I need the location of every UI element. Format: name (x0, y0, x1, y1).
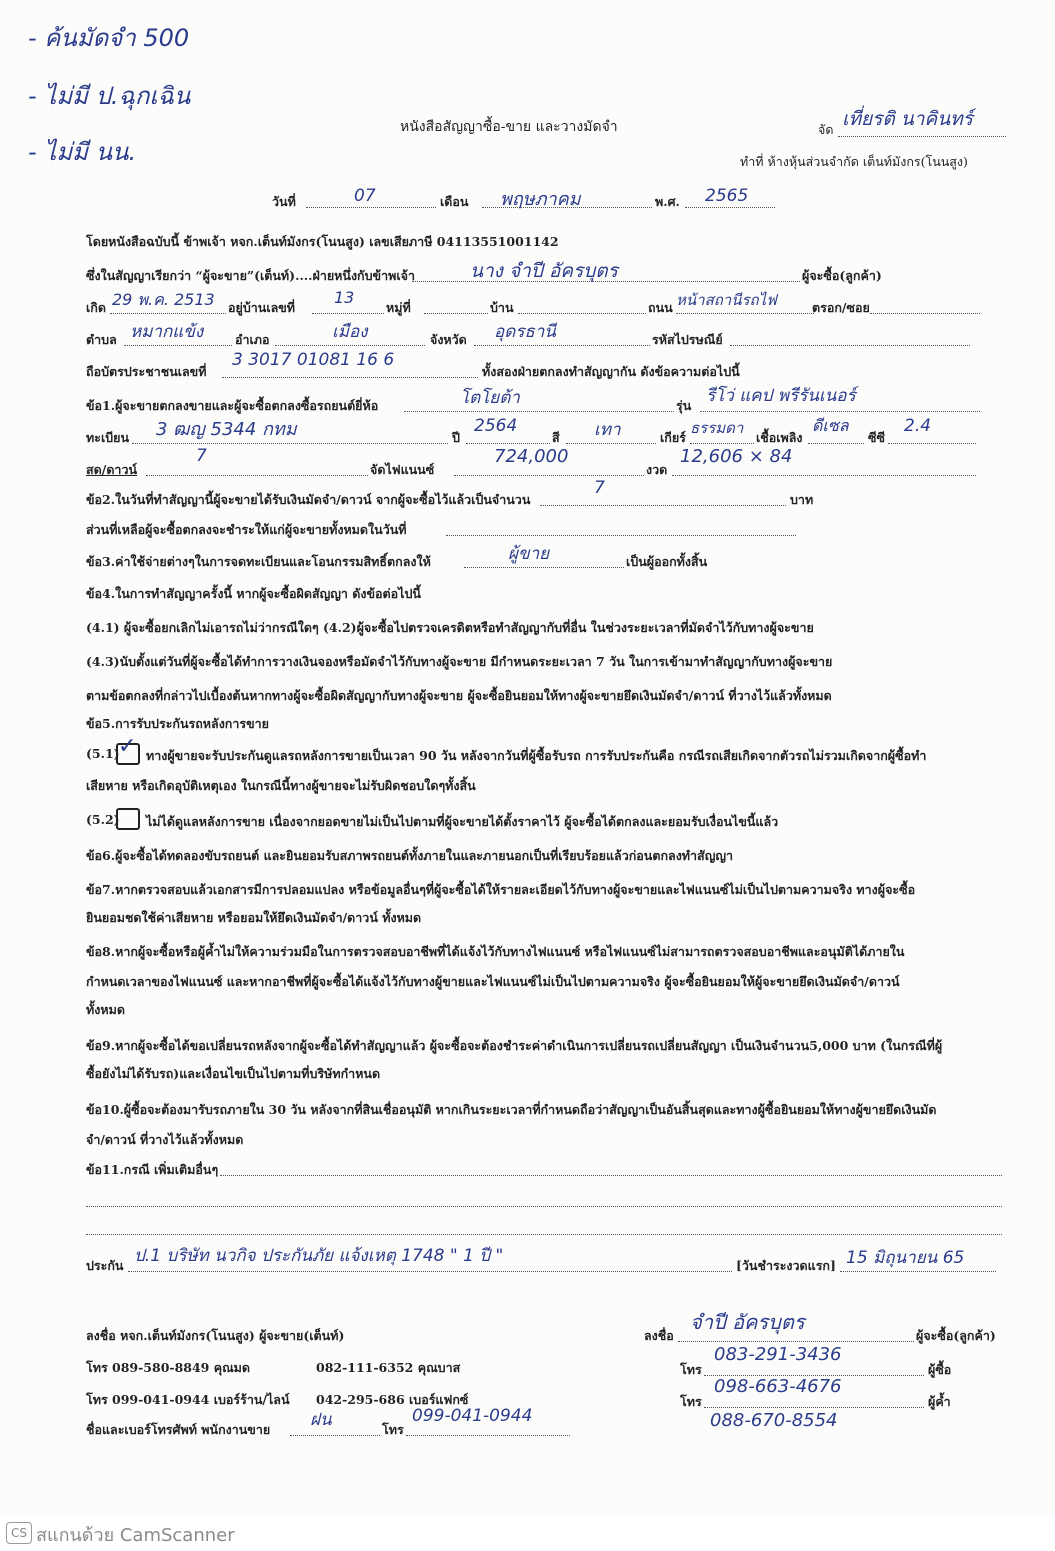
subdistrict-label: ตำบล (86, 332, 117, 347)
clause5-2: ไม่ได้ดูแลหลังการขาย เนื่องจากยอดขายไม่เป็นไปตามที่ผู้จะขายได้ตั้งราคาไว้ ผู้จะซื้อได้ตกลงและยอมรับเงื่อนไขนี้แล้ว (146, 814, 779, 829)
clause6: ข้อ6.ผู้จะซื้อได้ทดลองขับรถยนต์ และยินยอมรับสภาพรถยนต์ทั้งภายในและภายนอกเป็นที่เรียบร้อยแล้วก่อนตกลงทำสัญญา (86, 848, 734, 863)
clause4-1: (4.1) ผู้จะซื้อยกเลิกไม่เอารถไม่ว่ากรณีใดๆ (4.2)ผู้จะซื้อไปตรวจเครดิตหรือทำสัญญากับที่อื่น ในช่วงระยะเวลาที่มัดจำไว้กับทางผู้จะขาย (86, 620, 814, 635)
install-value: 12,606 × 84 (680, 446, 793, 467)
clause10: ข้อ10.ผู้ซื้อจะต้องมารับรถภายใน 30 วัน หลังจากที่สินเชื่ออนุมัติ หากเกินระยะเวลาที่กำหนดถือว่าสัญญาเป็นอันสิ้นสุดและทางผู้ซื้อยินยอมให้ทางผู้ขายยึดเงินมัด (86, 1102, 937, 1117)
subdistrict-value: หมากแข้ง (130, 322, 204, 342)
car-year: 2564 (474, 416, 518, 436)
day-value: 07 (354, 186, 376, 206)
clause5-2-prefix: (5.2) (86, 812, 120, 827)
first-pay-value: 15 มิถุนายน 65 (846, 1248, 965, 1268)
car-brand: โตโยต้า (460, 388, 520, 408)
cc-label: ซีซี (868, 430, 885, 445)
idcard-value: 3 3017 01081 16 6 (232, 350, 395, 370)
install-label: งวด (646, 462, 668, 477)
clause2: ข้อ2.ในวันที่ทำสัญญานี้ผู้จะขายได้รับเงินมัดจำ/ดาวน์ จากผู้จะซื้อไว้แล้วเป็นจำนวน (86, 492, 531, 507)
buyer-role: ผู้จะซื้อ(ลูกค้า) (802, 268, 882, 283)
house-label: อยู่บ้านเลขที่ (228, 300, 296, 315)
no-warranty-checkbox[interactable] (116, 808, 140, 830)
road-value: หน้าสถานีรถไฟ (676, 291, 777, 309)
finance-value: 724,000 (494, 446, 569, 467)
buyer-tel-label: โทร (680, 1362, 702, 1377)
down-value: 7 (196, 446, 207, 466)
soi-label: ตรอก/ซอย (812, 300, 870, 315)
buyer-tel-role: ผู้ซื้อ (928, 1362, 952, 1377)
car-fuel: ดีเซล (812, 416, 849, 435)
born-value: 29 พ.ค. 2513 (112, 290, 215, 309)
clause9: ข้อ9.หากผู้จะซื้อได้ขอเปลี่ยนรถหลังจากผู้จะซื้อได้ทำสัญญาแล้ว ผู้จะซื้อจะต้องชำระค่าดำเนินการเปลี่ยนรถเปลี่ยนสัญญา เป็นเงินจำนวน5,000 บาท (ในกรณีที่ผู้ (86, 1038, 943, 1053)
clause10b: จำ/ดาวน์ ที่วางไว้แล้วทั้งหมด (86, 1132, 244, 1147)
clause4: ข้อ4.ในการทำสัญญาครั้งนี้ หากผู้จะซื้อผิดสัญญา ดังข้อต่อไปนี้ (86, 586, 421, 601)
staff-label: ชื่อและเบอร์โทรศัพท์ พนักงานขาย (86, 1422, 271, 1437)
clause5-1: ทางผู้ขายจะรับประกันดูแลรถหลังการขายเป็นเวลา 90 วัน หลังจากวันที่ผู้ซื้อรับรถ การรับประกันคือ กรณีรถเสียเกิดจากตัวรถไม่รวมเกิดจากผู้ซื้อทำ (146, 748, 927, 763)
month-label: เดือน (440, 194, 469, 209)
moo-label: หมู่ที่ (386, 300, 411, 315)
road-label: ถนน (648, 300, 673, 315)
village-label: บ้าน (490, 300, 514, 315)
tag-value: เที่ยรติ นาคินทร์ (842, 108, 973, 130)
clause3-value: ผู้ขาย (508, 544, 550, 564)
tel-bas: 082-111-6352 คุณบาส (316, 1360, 461, 1375)
buyer-sign-role: ผู้จะซื้อ(ลูกค้า) (916, 1328, 996, 1343)
clause1-label: ข้อ1.ผู้จะขายตกลงขายและผู้จะซื้อตกลงซื้อรถยนต์ยี่ห้อ (86, 398, 379, 413)
clause8: ข้อ8.หากผู้จะซื้อหรือผู้ค้ำไม่ให้ความร่วมมือในการตรวจสอบอาชีพที่ได้แจ้งไว้กับทางไฟแนนซ์ หรือไฟแนนซ์ไม่สามารถตรวจสอบอาชีพและอนุมัติได้ภายใน (86, 944, 905, 959)
clause9b: ซื้อยังไม่ได้รับรถ)และเงื่อนไขเป็นไปตามที่บริษัทกำหนด (86, 1066, 381, 1081)
gear-label: เกียร์ (660, 430, 686, 445)
province-value: อุดรธานี (494, 322, 556, 342)
down-label: สด/ดาวน์ (86, 462, 138, 477)
contract-place: ทำที่ ห้างหุ้นส่วนจำกัด เต็นท์มังกร(โนนสูง) (740, 154, 968, 169)
clause2-value: 7 (594, 478, 605, 498)
car-color: เทา (594, 420, 621, 440)
guarantor-role: ผู้ค้ำ (928, 1394, 951, 1409)
insurance-value: ป.1 บริษัท นวกิจ ประกันภัย แจ้งเหตุ 1748 " 1 ปี " (134, 1246, 504, 1266)
province-label: จังหวัด (430, 332, 467, 347)
car-year-label: ปี (452, 430, 460, 445)
check-mark-icon: ✓ (118, 734, 137, 759)
camscanner-watermark: สแกนด้วย CamScanner (36, 1525, 235, 1546)
buyer-tel: 083-291-3436 (714, 1344, 842, 1365)
insurance-label: ประกัน (86, 1258, 124, 1273)
staff-tel: 099-041-0944 (412, 1406, 533, 1426)
staff-tel-label: โทร (382, 1422, 404, 1437)
note-no-weight: - ไม่มี นน. (28, 138, 137, 166)
first-pay-label: [วันชำระงวดแรก] (736, 1258, 836, 1273)
tel-mod: โทร 089-580-8849 คุณมด (86, 1360, 251, 1375)
born-label: เกิด (86, 300, 106, 315)
scanner-footer (0, 1516, 1055, 1551)
agree-text: ทั้งสองฝ่ายตกลงทำสัญญากัน ดังข้อความต่อไปนี้ (482, 364, 740, 379)
staff-name: ฝน (310, 1410, 332, 1430)
seller-label: ซึ่งในสัญญาเรียกว่า “ผู้จะขาย”(เต็นท์)....ฝ่ายหนึ่งกับข้าพเจ้า (86, 268, 415, 283)
car-model: รีโว่ แคป พรีรันเนอร์ (706, 386, 856, 406)
car-cc: 2.4 (904, 416, 932, 436)
tel-fax: 042-295-686 เบอร์แฟกซ์ (316, 1392, 469, 1407)
month-value: พฤษภาคม (500, 189, 581, 210)
plate-label: ทะเบียน (86, 430, 130, 445)
clause5: ข้อ5.การรับประกันรถหลังการขาย (86, 716, 270, 731)
clause8b: กำหนดเวลาของไฟแนนซ์ และหากอาชีพที่ผู้จะซื้อได้แจ้งไว้กับทางผู้ขายและไฟแนนซ์ไม่เป็นไปตามความจริง ผู้จะซื้อยินยอมให้ผู้จะขายยึดเงินมัดจำ/ดาวน์ (86, 974, 900, 989)
clause8c: ทั้งหมด (86, 1002, 125, 1017)
note-no-emergency: - ไม่มี ป.ฉุกเฉิน (28, 82, 191, 110)
clause2-unit: บาท (790, 492, 814, 507)
finance-label: จัดไฟแนนซ์ (370, 462, 435, 477)
clause4-3: (4.3)นับตั้งแต่วันที่ผู้จะซื้อได้ทำการวางเงินจองหรือมัดจำไว้กับทางผู้จะขาย มีกำหนดระยะเวลา 7 วัน ในการเข้ามาทำสัญญากับทางผู้จะขาย (86, 654, 833, 669)
car-gear: ธรรมดา (690, 419, 744, 437)
contract-title: หนังสือสัญญาซื้อ-ขาย และวางมัดจำ (400, 119, 618, 135)
buyer-name: นาง จำปี อัครบุตร (470, 260, 618, 282)
idcard-label: ถือบัตรประชาชนเลขที่ (86, 364, 207, 379)
note-deposit: - ค้นมัดจำ 500 (28, 24, 190, 52)
district-value: เมือง (332, 322, 368, 342)
clause7b: ยินยอมชดใช้ค่าเสียหาย หรือยอมให้ยึดเงินมัดจำ/ดาวน์ ทั้งหมด (86, 910, 422, 925)
year-value: 2565 (705, 186, 749, 206)
guarantor-tel-label: โทร (680, 1394, 702, 1409)
seller-signature-line: ลงชื่อ หจก.เต็นท์มังกร(โนนสูง) ผู้จะขาย(เต็นท์) (86, 1328, 345, 1343)
district-label: อำเภอ (235, 332, 270, 347)
plate-value: 3 ฒญ 5344 กทม (156, 419, 297, 440)
clause5-1-prefix: (5.1) (86, 746, 120, 761)
clause3: ข้อ3.ค่าใช้จ่ายต่างๆในการจดทะเบียนและโอนกรรมสิทธิ์ตกลงให้ (86, 554, 431, 569)
day-label: วันที่ (272, 194, 296, 209)
color-label: สี (552, 430, 560, 445)
clause11: ข้อ11.กรณี เพิ่มเติมอื่นๆ (86, 1162, 219, 1177)
tag-label: จัด (818, 122, 834, 137)
clause2-remainder: ส่วนที่เหลือผู้จะซื้อตกลงจะชำระให้แก่ผู้จะขายทั้งหมดในวันที่ (86, 522, 407, 537)
year-label: พ.ศ. (655, 194, 680, 209)
buyer-sign-label: ลงชื่อ (644, 1328, 674, 1343)
house-value: 13 (334, 288, 355, 307)
clause3-tail: เป็นผู้ออกทั้งสิ้น (626, 554, 708, 569)
guarantor-tel: 098-663-4676 (714, 1376, 842, 1397)
camscanner-logo-icon: CS (6, 1522, 32, 1544)
model-label: รุ่น (676, 398, 692, 413)
clause4-3b: ตามข้อตกลงที่กล่าวไปเบื้องต้นหากทางผู้จะซื้อผิดสัญญากับทางผู้จะขาย ผู้จะซื้อยินยอมให้ทางผู้จะขายยึดเงินมัดจำ/ดาวน์ ที่วางไว้แล้วทั้งหมด (86, 688, 832, 703)
clause5-1b: เสียหาย หรือเกิดอุบัติเหตุเอง ในกรณีนี้ทางผู้ขายจะไม่รับผิดชอบใดๆทั้งสิ้น (86, 778, 476, 793)
postal-label: รหัสไปรษณีย์ (652, 332, 723, 347)
intro-line: โดยหนังสือฉบับนี้ ข้าพเจ้า หจก.เต็นท์มังกร(โนนสูง) เลขเสียภาษี 04113551001142 (86, 234, 559, 249)
tel-shop: โทร 099-041-0944 เบอร์ร้าน/ไลน์ (86, 1392, 290, 1407)
extra-tel: 088-670-8554 (710, 1410, 838, 1431)
fuel-label: เชื้อเพลิง (756, 430, 803, 445)
clause7: ข้อ7.หากตรวจสอบแล้วเอกสารมีการปลอมแปลง หรือข้อมูลอื่นๆที่ผู้จะซื้อได้ให้รายละเอียดไว้กับทางผู้จะขายและไฟแนนซ์ไม่เป็นไปตามความจริง ทางผู้จะซื้อ (86, 882, 916, 897)
buyer-signature: จำปี อัครบุตร (690, 1310, 805, 1334)
